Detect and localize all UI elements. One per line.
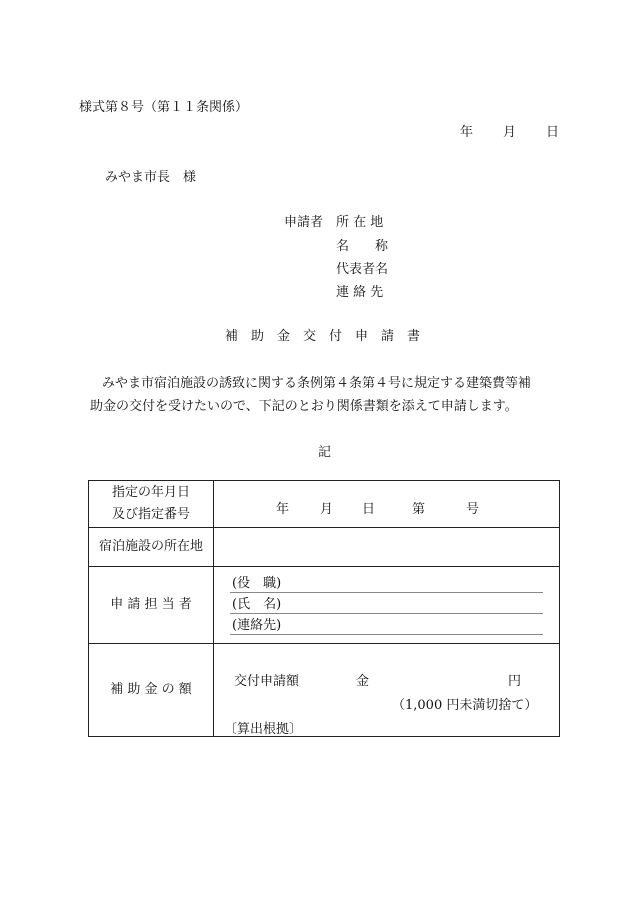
name-label: (氏 名): [232, 597, 282, 612]
date-line: [460, 121, 559, 140]
designation-dai: 第: [412, 502, 426, 517]
date-day: 日: [546, 125, 560, 140]
applicant-contact-label: 連 絡 先: [336, 285, 384, 300]
position-field[interactable]: [230, 573, 543, 593]
name-field[interactable]: [230, 594, 543, 614]
designation-value[interactable]: [214, 481, 560, 528]
kin-label: 金: [356, 674, 370, 689]
designation-day: 日: [362, 502, 376, 517]
date-month: 月: [503, 125, 517, 140]
designation-gou: 号: [466, 502, 480, 517]
date-year: 年: [460, 125, 474, 140]
addressee: みやま市長 様: [105, 170, 197, 185]
table-row: [89, 528, 560, 567]
yen-label: 円: [508, 674, 522, 689]
calculation-basis-label: 〔算出根拠〕: [224, 722, 303, 737]
designation-month: 月: [320, 502, 334, 517]
applicant-title: 申請者: [284, 215, 324, 230]
application-table: [88, 480, 560, 737]
applicant-address-label: 所 在 地: [336, 215, 384, 230]
amount-label: 交付申請額: [234, 674, 300, 689]
rounding-note: （1,000 円未満切捨て）: [392, 698, 538, 713]
form-number: 様式第８号（第１１条関係）: [79, 100, 249, 115]
designation-label: [89, 481, 214, 528]
contact-label: (連絡先): [232, 618, 282, 633]
document-title: 補 助 金 交 付 申 請 書: [225, 329, 421, 344]
facility-address-label: 宿泊施設の所在地: [89, 528, 214, 567]
designation-year: 年: [276, 502, 290, 517]
applicant-representative-label: 代表者名: [336, 262, 389, 277]
table-row: [89, 567, 560, 644]
person-in-charge-label: 申 請 担 当 者: [89, 567, 214, 644]
designation-label-line1: 指定の年月日: [111, 485, 190, 500]
applicant-name-label: 名 称: [336, 239, 389, 254]
subsidy-amount-value[interactable]: [214, 644, 560, 737]
contact-field[interactable]: [230, 615, 543, 635]
table-row: [89, 644, 560, 737]
table-row: [89, 481, 560, 528]
subsidy-amount-label: 補 助 金 の 額: [89, 644, 214, 737]
body-text: みやま市宿泊施設の誘致に関する条例第４条第４号に規定する建築費等補助金の交付を受けたいので、下記のとおり関係書類を添えて申請します。: [90, 376, 532, 414]
ki-heading: 記: [318, 445, 332, 460]
facility-address-value[interactable]: [214, 528, 560, 567]
designation-label-line2: 及び指定番号: [111, 507, 190, 522]
person-in-charge-value: [214, 567, 560, 644]
position-label: (役 職): [232, 576, 282, 591]
